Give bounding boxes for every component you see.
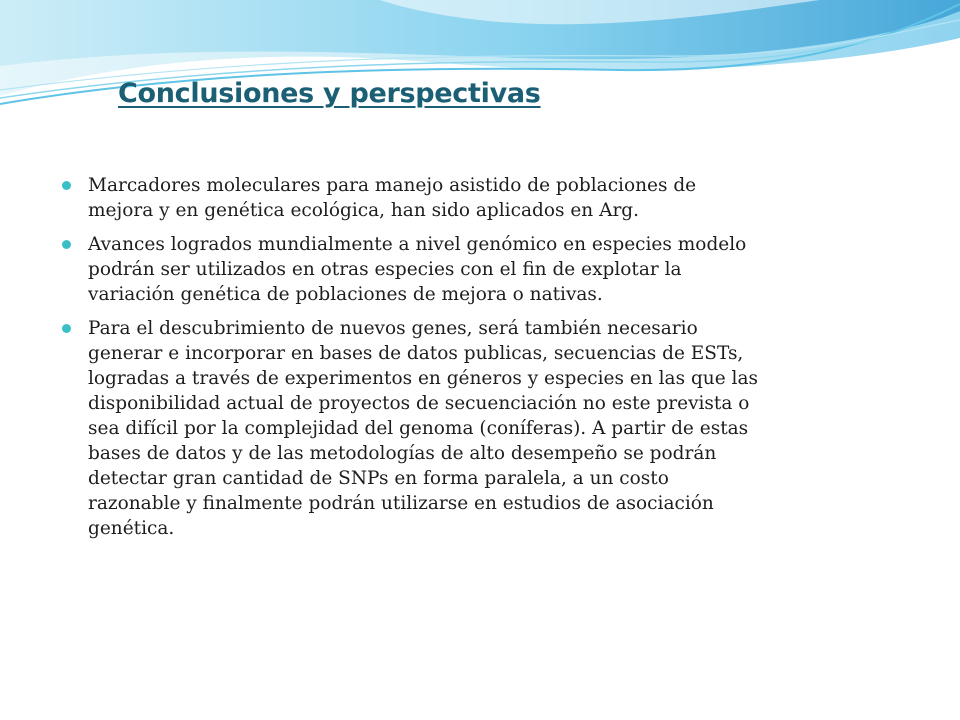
bullet-list	[62, 173, 762, 550]
bullet-dot-icon	[62, 324, 71, 333]
bullet-text: Avances logrados mundialmente a nivel genómico en especies modelo podrán ser utilizados en otras especies con el fin de explotar la variación genética de poblaciones de mejora o nativas.	[88, 234, 747, 305]
slide-title: Conclusiones y perspectivas	[118, 78, 541, 109]
bullet-item	[62, 316, 762, 541]
bullet-dot-icon	[62, 240, 71, 249]
bullet-text: Para el descubrimiento de nuevos genes, será también necesario generar e incorporar en bases de datos publicas, secuencias de ESTs, logradas a través de experimentos en géneros y especies en las que las disponibilidad actual de proyectos de secuenciación no este prevista o sea difícil por la complejidad del genoma (coníferas). A partir de estas bases de datos y de las metodologías de alto desempeño se podrán detectar gran cantidad de SNPs en forma paralela, a un costo razonable y finalmente podrán utilizarse en estudios de asociación genética.	[88, 318, 758, 539]
bullet-item	[62, 232, 762, 307]
bullet-text: Marcadores moleculares para manejo asistido de poblaciones de mejora y en genética ecológica, han sido aplicados en Arg.	[88, 175, 697, 221]
bullet-dot-icon	[62, 181, 71, 190]
bullet-item	[62, 173, 762, 223]
